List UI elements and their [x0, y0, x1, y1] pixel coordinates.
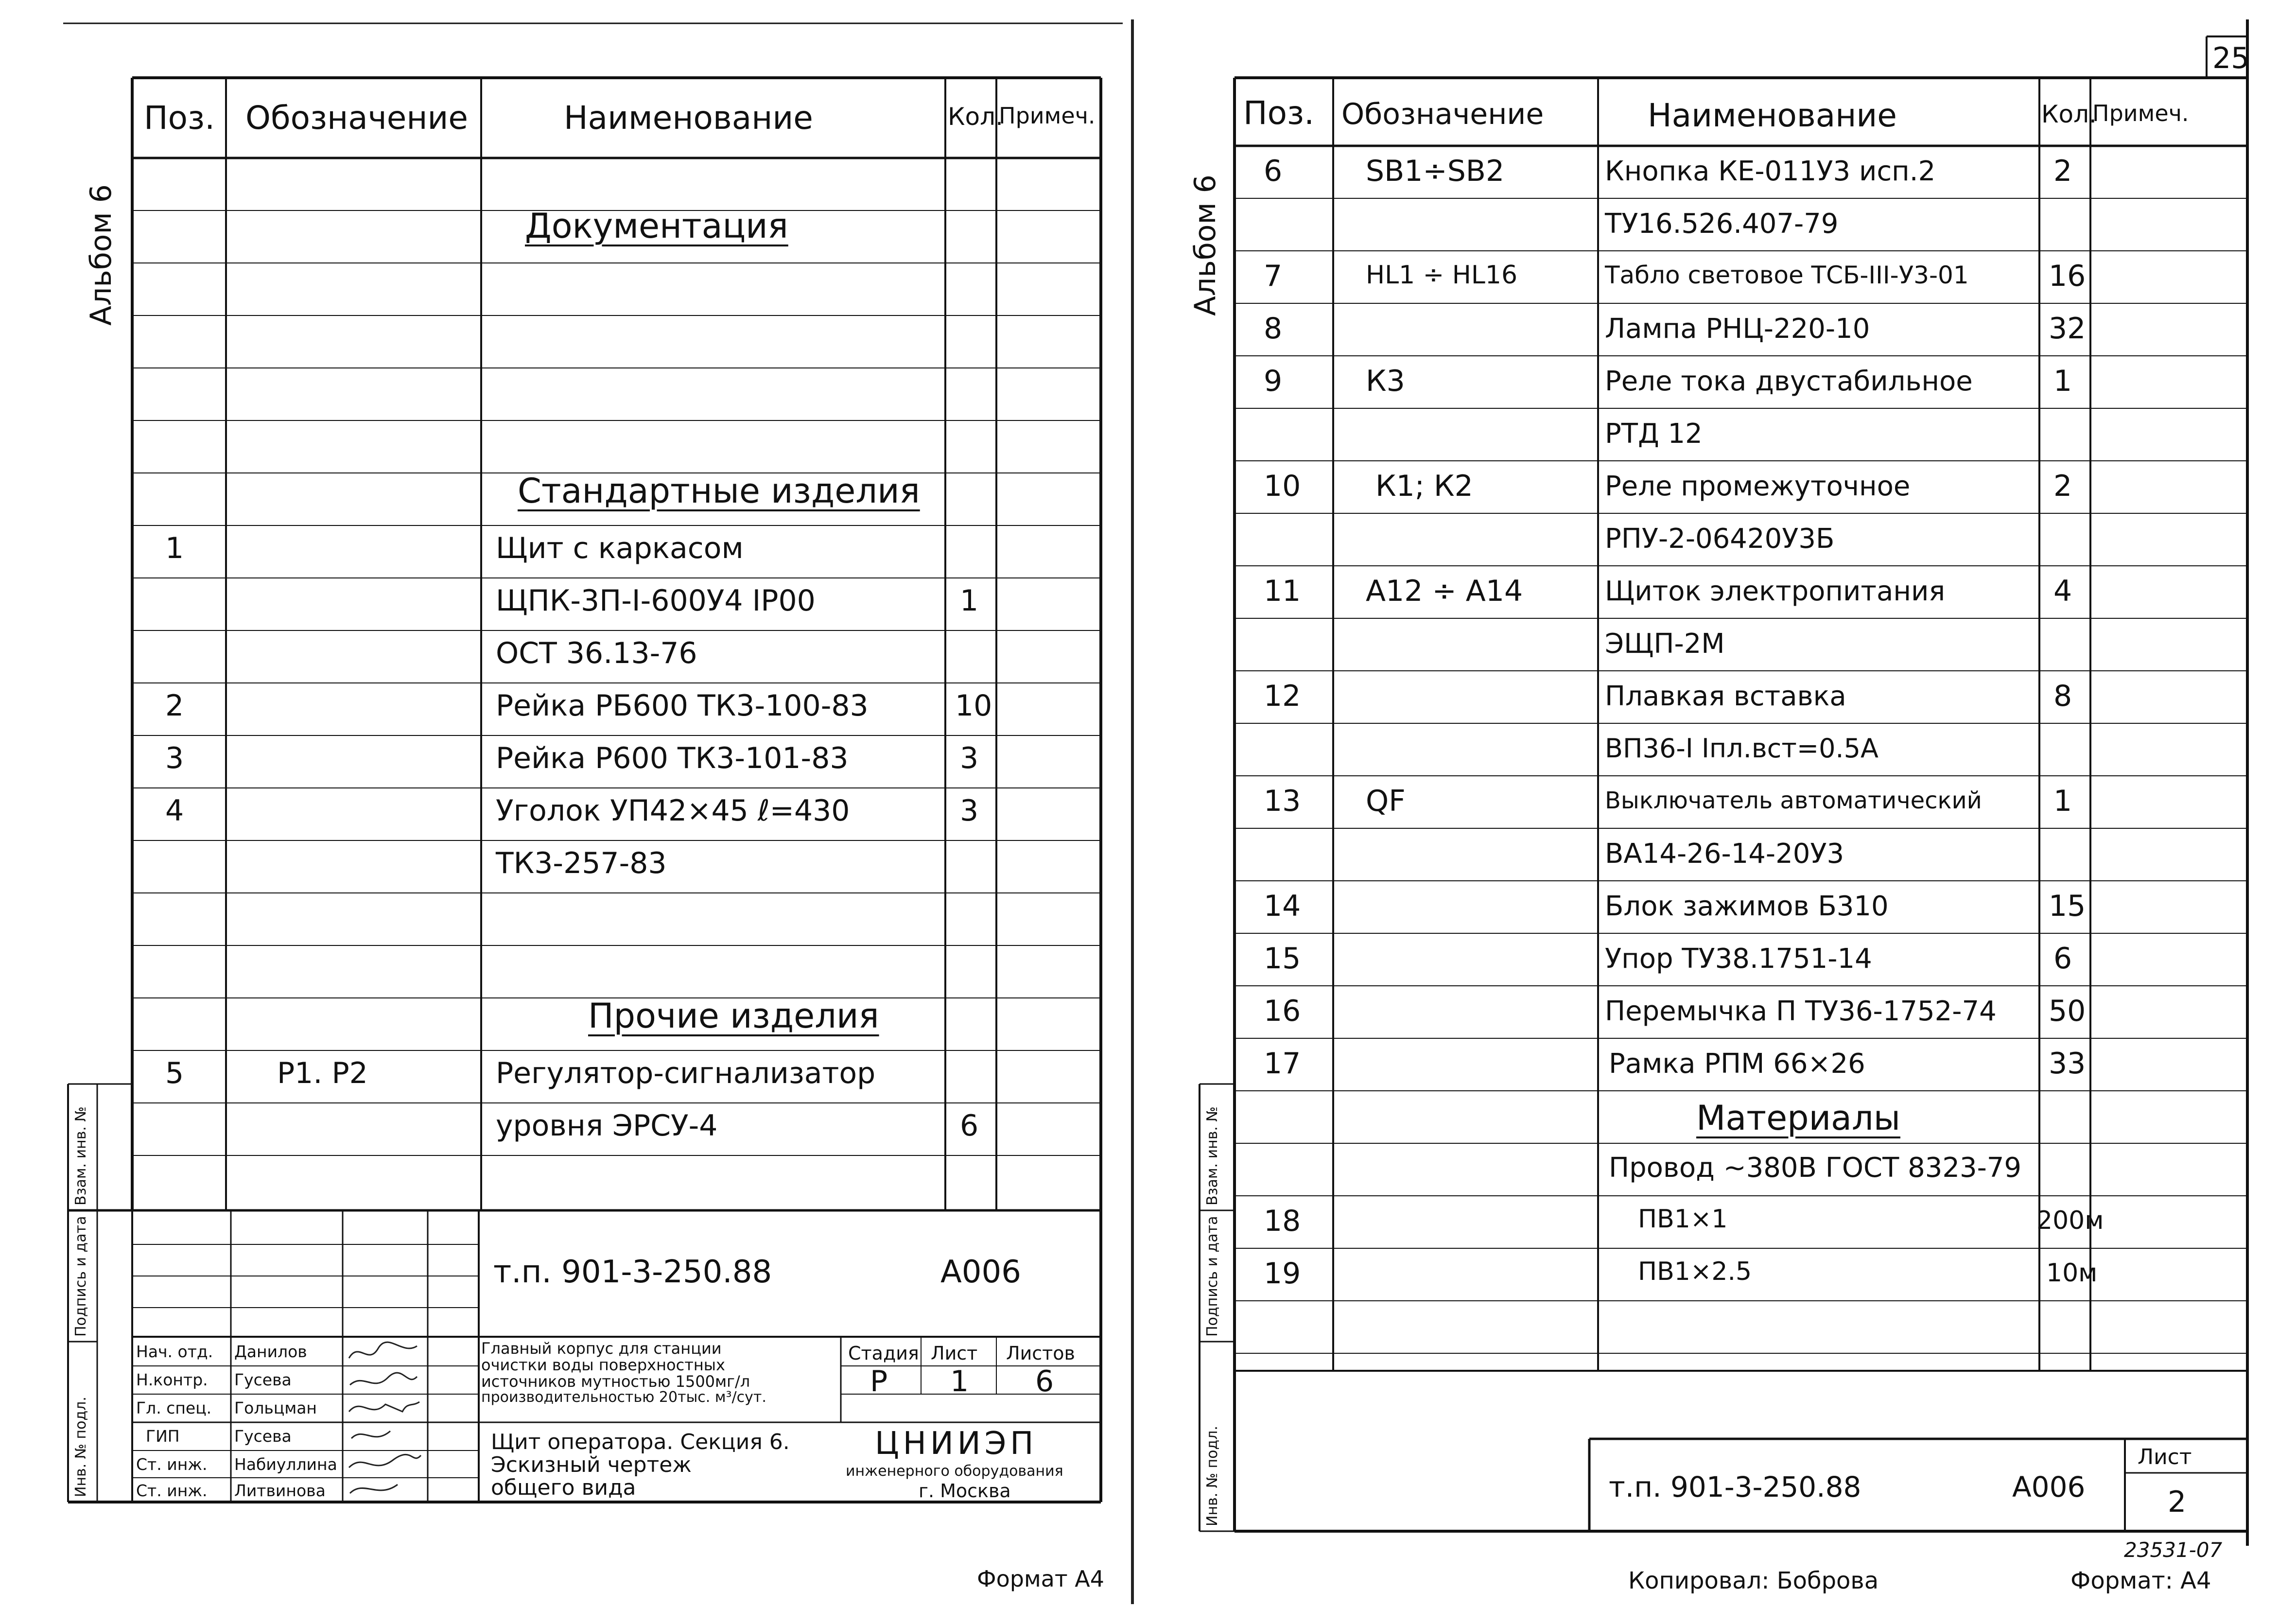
row-name: Щит с каркасом	[496, 531, 744, 565]
row-name: Уголок УП42×45 ℓ=430	[496, 794, 850, 828]
row-qty: 4	[2053, 574, 2072, 608]
row-designation: К3	[1366, 364, 1405, 398]
row-name: ЩПК-3П-I-600У4 IP00	[496, 584, 816, 618]
row-name: РПУ-2-06420У3Б	[1605, 523, 1835, 555]
row-qty: 33	[2049, 1047, 2086, 1081]
header-qty: Кол.	[2041, 100, 2097, 128]
sign-name: Гусева	[234, 1427, 292, 1446]
row-qty: 2	[2053, 469, 2072, 503]
row-pos: 12	[1264, 679, 1301, 713]
row-qty: 6	[960, 1109, 979, 1143]
project-title-line: очистки воды поверхностных	[481, 1356, 725, 1374]
side-stamp-inv: Инв. № подл.	[1204, 1426, 1221, 1526]
row-qty: 1	[2053, 364, 2072, 398]
sign-role: Ст. инж.	[136, 1481, 208, 1500]
row-qty: 50	[2049, 994, 2086, 1028]
row-designation: Р1. Р2	[277, 1056, 368, 1090]
row-pos: 8	[1264, 312, 1283, 346]
sign-role: Нач. отд.	[136, 1342, 213, 1361]
section-other-items: Прочие изделия	[588, 996, 879, 1036]
project-title-line: источников мутностью 1500мг/л	[481, 1372, 750, 1391]
row-pos: 9	[1264, 364, 1283, 398]
row-pos: 11	[1264, 574, 1301, 608]
sheets-header: Листов	[1006, 1343, 1075, 1364]
sign-name: Литвинова	[234, 1481, 326, 1500]
header-pos: Поз.	[1243, 94, 1315, 132]
row-qty: 10м	[2046, 1258, 2098, 1288]
side-stamp-replace: Взам. инв. №	[72, 1106, 89, 1206]
section-standard-items: Стандартные изделия	[518, 471, 920, 511]
row-pos: 13	[1264, 784, 1301, 818]
row-pos: 19	[1264, 1257, 1301, 1291]
sheet-title-line: общего вида	[491, 1475, 636, 1500]
side-stamp-sign: Подпись и дата	[72, 1216, 89, 1337]
row-name: Кнопка КЕ-011У3 исп.2	[1605, 156, 1936, 187]
side-stamp-sign: Подпись и дата	[1204, 1216, 1221, 1337]
org-line2: инженерного оборудования	[846, 1463, 1063, 1480]
header-name: Наименование	[1648, 97, 1897, 134]
row-pos: 18	[1264, 1204, 1301, 1238]
row-name: Рейка РБ600 ТК3-100-83	[496, 689, 869, 723]
row-name: ТК3-257-83	[496, 846, 667, 880]
left-sheet	[0, 0, 1132, 1608]
org-city: г. Москва	[919, 1480, 1011, 1502]
row-name: Щиток электропитания	[1605, 576, 1946, 607]
sign-role: ГИП	[146, 1427, 180, 1446]
doc-suffix: А006	[940, 1254, 1021, 1290]
sign-name: Данилов	[234, 1342, 307, 1361]
archive-number: 23531-07	[2124, 1538, 2223, 1562]
row-name: Табло световое ТСБ-III-У3-01	[1605, 261, 1969, 289]
sheet-value: 1	[950, 1364, 969, 1398]
row-name: ТУ16.526.407-79	[1605, 208, 1839, 240]
side-stamp-replace: Взам. инв. №	[1204, 1106, 1221, 1206]
row-pos: 14	[1264, 889, 1301, 923]
row-name: ПВ1×1	[1638, 1205, 1728, 1234]
org-name: ЦНИИЭП	[875, 1426, 1038, 1462]
row-name: Провод ~380В ГОСТ 8323-79	[1609, 1152, 2022, 1184]
row-qty: 2	[2053, 154, 2072, 188]
header-note: Примеч.	[999, 103, 1096, 129]
row-pos: 10	[1264, 469, 1301, 503]
row-qty: 32	[2049, 312, 2086, 346]
row-name: Перемычка П ТУ36-1752-74	[1605, 996, 1997, 1027]
row-pos: 1	[165, 531, 184, 565]
format-label: Формат А4	[977, 1566, 1104, 1592]
row-qty: 10	[955, 689, 992, 723]
row-pos: 16	[1264, 994, 1301, 1028]
stage-value: Р	[870, 1364, 888, 1398]
row-pos: 17	[1264, 1047, 1301, 1081]
side-stamp-inv: Инв. № подл.	[72, 1397, 89, 1497]
header-qty: Кол.	[948, 103, 1003, 131]
row-designation: QF	[1366, 784, 1406, 818]
row-designation: SB1÷SB2	[1366, 154, 1505, 188]
project-title-line: производительностью 20тыс. м³/сут.	[481, 1389, 766, 1406]
page-number: 25	[2212, 41, 2250, 75]
row-qty: 1	[2053, 784, 2072, 818]
row-name: РТД 12	[1605, 418, 1703, 450]
row-qty: 15	[2049, 889, 2086, 923]
sign-role: Гл. спец.	[136, 1398, 212, 1417]
row-name: ВА14-26-14-20У3	[1605, 838, 1844, 870]
row-pos: 4	[165, 794, 184, 828]
row-pos: 6	[1264, 154, 1283, 188]
header-name: Наименование	[564, 99, 813, 137]
row-pos: 3	[165, 741, 184, 775]
doc-suffix: А006	[2012, 1470, 2086, 1503]
header-pos: Поз.	[144, 99, 215, 137]
row-name: Рамка РПМ 66×26	[1609, 1048, 1865, 1080]
row-qty: 200м	[2036, 1206, 2104, 1235]
row-designation: К1; К2	[1375, 469, 1473, 503]
row-qty: 3	[960, 741, 979, 775]
doc-code: т.п. 901-3-250.88	[493, 1254, 772, 1290]
row-pos: 2	[165, 689, 184, 723]
format-label: Формат: А4	[2070, 1567, 2211, 1594]
row-name: Реле тока двустабильное	[1605, 366, 1973, 397]
album-label: Альбом 6	[84, 184, 118, 326]
right-sheet	[1132, 0, 2296, 1608]
sign-name: Гусева	[234, 1370, 292, 1389]
row-name: ПВ1×2.5	[1638, 1257, 1752, 1286]
row-name: Блок зажимов Б310	[1605, 891, 1889, 922]
row-pos: 5	[165, 1056, 184, 1090]
row-qty: 16	[2049, 259, 2086, 293]
row-name: ЭЩП-2М	[1605, 628, 1725, 660]
row-qty: 6	[2053, 942, 2072, 976]
sign-name: Гольцман	[234, 1398, 317, 1417]
sheets-value: 6	[1035, 1364, 1054, 1398]
row-pos: 7	[1264, 259, 1283, 293]
project-title-line: Главный корпус для станции	[481, 1339, 722, 1358]
row-qty: 8	[2053, 679, 2072, 713]
row-name: Плавкая вставка	[1605, 681, 1846, 712]
row-qty: 3	[960, 794, 979, 828]
row-name: Реле промежуточное	[1605, 471, 1911, 502]
sheet-label: Лист	[2138, 1445, 2192, 1469]
section-documentation: Документация	[525, 206, 788, 246]
row-name: Рейка Р600 ТК3-101-83	[496, 741, 849, 775]
header-designation: Обозначение	[1341, 97, 1544, 131]
copied-by: Копировал: Боброва	[1628, 1567, 1879, 1594]
row-name: Регулятор-сигнализатор	[496, 1056, 876, 1090]
row-designation: HL1 ÷ HL16	[1366, 261, 1518, 290]
sign-role: Н.контр.	[136, 1370, 208, 1389]
sign-role: Ст. инж.	[136, 1455, 208, 1474]
album-label: Альбом 6	[1188, 175, 1222, 316]
row-name: ВП36-I Iпл.вст=0.5А	[1605, 733, 1879, 764]
doc-code: т.п. 901-3-250.88	[1609, 1470, 1861, 1503]
row-name: ОСТ 36.13-76	[496, 636, 697, 670]
row-name: Лампа РНЦ-220-10	[1605, 313, 1870, 345]
header-designation: Обозначение	[245, 99, 468, 137]
row-name: Упор ТУ38.1751-14	[1605, 943, 1872, 975]
signature-scribbles	[344, 1339, 426, 1499]
sign-name: Набиуллина	[234, 1455, 337, 1474]
sheet-header: Лист	[931, 1343, 978, 1364]
row-qty: 1	[960, 584, 979, 618]
header-note: Примеч.	[2092, 100, 2189, 126]
row-designation: А12 ÷ А14	[1366, 574, 1523, 608]
sheet-title-line: Эскизный чертеж	[491, 1452, 692, 1477]
row-pos: 15	[1264, 942, 1301, 976]
row-name: Выключатель автоматический	[1605, 787, 1982, 814]
row-name: уровня ЭРСУ-4	[496, 1109, 718, 1143]
stage-header: Стадия	[848, 1343, 919, 1364]
sheet-title-line: Щит оператора. Секция 6.	[491, 1430, 790, 1454]
sheet-number: 2	[2168, 1485, 2187, 1519]
section-materials: Материалы	[1696, 1098, 1900, 1138]
